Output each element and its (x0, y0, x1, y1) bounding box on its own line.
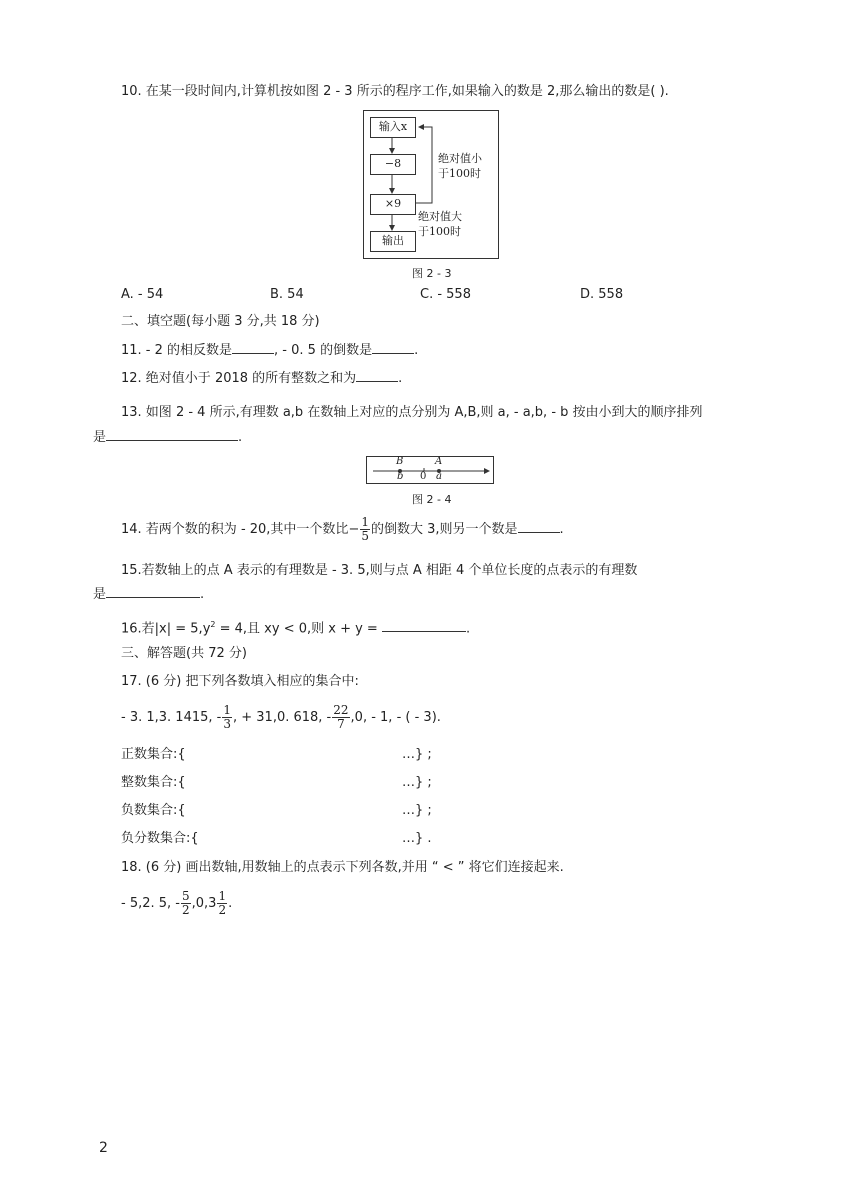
q15-blank[interactable] (106, 584, 200, 598)
figure-caption-2-4: 图 2 - 4 (412, 493, 452, 506)
q12: 12. 绝对值小于 2018 的所有整数之和为 . (121, 368, 402, 389)
flow-minus-box: −8 (370, 154, 416, 175)
q17-numbers: - 3. 1,3. 1415, - $\frac{1}{3}$ , + 31,0. 618, - $\frac{22}{7}$ ,0, - 1, - ( - 3). (121, 703, 441, 731)
set-positive: 正数集合:{ …} ; (121, 747, 432, 762)
flow-loop-label: 绝对值小 于100时 (438, 152, 482, 180)
q11: 11. - 2 的相反数是 , - 0. 5 的倒数是 . (121, 340, 418, 361)
q12-blank[interactable] (356, 368, 398, 382)
q15-line2: 是 . (93, 584, 204, 605)
number-line-svg (367, 457, 493, 483)
q11-blank-2[interactable] (372, 340, 414, 354)
q10-option-c: C. - 558 (420, 287, 471, 302)
q14: 14. 若两个数的积为 - 20,其中一个数比− $\frac{1}{5}$ 的倒数大 3,则另一个数是 . (121, 515, 564, 543)
flow-times-box: ×9 (370, 194, 416, 215)
q16-blank[interactable] (382, 618, 466, 632)
q10-option-b: B. 54 (270, 287, 304, 302)
page-number: 2 (99, 1140, 108, 1156)
section-3-heading: 三、解答题(共 72 分) (121, 646, 247, 661)
q13-line2: 是 . (93, 427, 242, 448)
q13-blank[interactable] (106, 427, 238, 441)
set-negative-fraction: 负分数集合:{ …} . (121, 831, 432, 846)
q14-blank[interactable] (518, 519, 560, 533)
axis-label-zero: 0 (420, 471, 427, 482)
q13-line1: 13. 如图 2 - 4 所示,有理数 a,b 在数轴上对应的点分别为 A,B,则 a, - a,b, - b 按由小到大的顺序排列 (121, 405, 703, 420)
q16: 16.若$|x| = 5,y^2 = 4$,且 xy < 0,则 x + y = . (121, 620, 471, 637)
q17-title: 17. (6 分) 把下列各数填入相应的集合中: (121, 674, 359, 689)
flow-input-box: 输入x (370, 117, 416, 138)
q18-title: 18. (6 分) 画出数轴,用数轴上的点表示下列各数,并用 “ < ” 将它们连接起来. (121, 860, 564, 875)
flow-output-box: 输出 (370, 231, 416, 252)
set-negative: 负数集合:{ …} ; (121, 803, 432, 818)
q10-option-a: A. - 54 (121, 287, 164, 302)
q10-option-d: D. 558 (580, 287, 624, 302)
section-2-heading: 二、填空题(每小题 3 分,共 18 分) (121, 314, 320, 329)
q15-line1: 15.若数轴上的点 A 表示的有理数是 - 3. 5,则与点 A 相距 4 个单位长度的点表示的有理数 (121, 563, 638, 578)
number-line-figure (366, 456, 494, 484)
flow-exit-label: 绝对值大 于100时 (418, 210, 462, 238)
flowchart-figure (363, 110, 499, 259)
axis-label-a: a (436, 471, 442, 482)
q18-numbers: - 5,2. 5, - $\frac{5}{2}$ ,0,3 $\frac{1}{2}$ . (121, 889, 233, 917)
q11-blank-1[interactable] (232, 340, 274, 354)
q10-text: 10. 在某一段时间内,计算机按如图 2 - 3 所示的程序工作,如果输入的数是 2,那么输出的数是( ). (121, 84, 669, 99)
figure-caption-2-3: 图 2 - 3 (412, 267, 452, 280)
set-integer: 整数集合:{ …} ; (121, 775, 432, 790)
axis-label-A: A (435, 456, 443, 467)
axis-label-b: b (397, 471, 404, 482)
axis-label-B: B (396, 456, 404, 467)
